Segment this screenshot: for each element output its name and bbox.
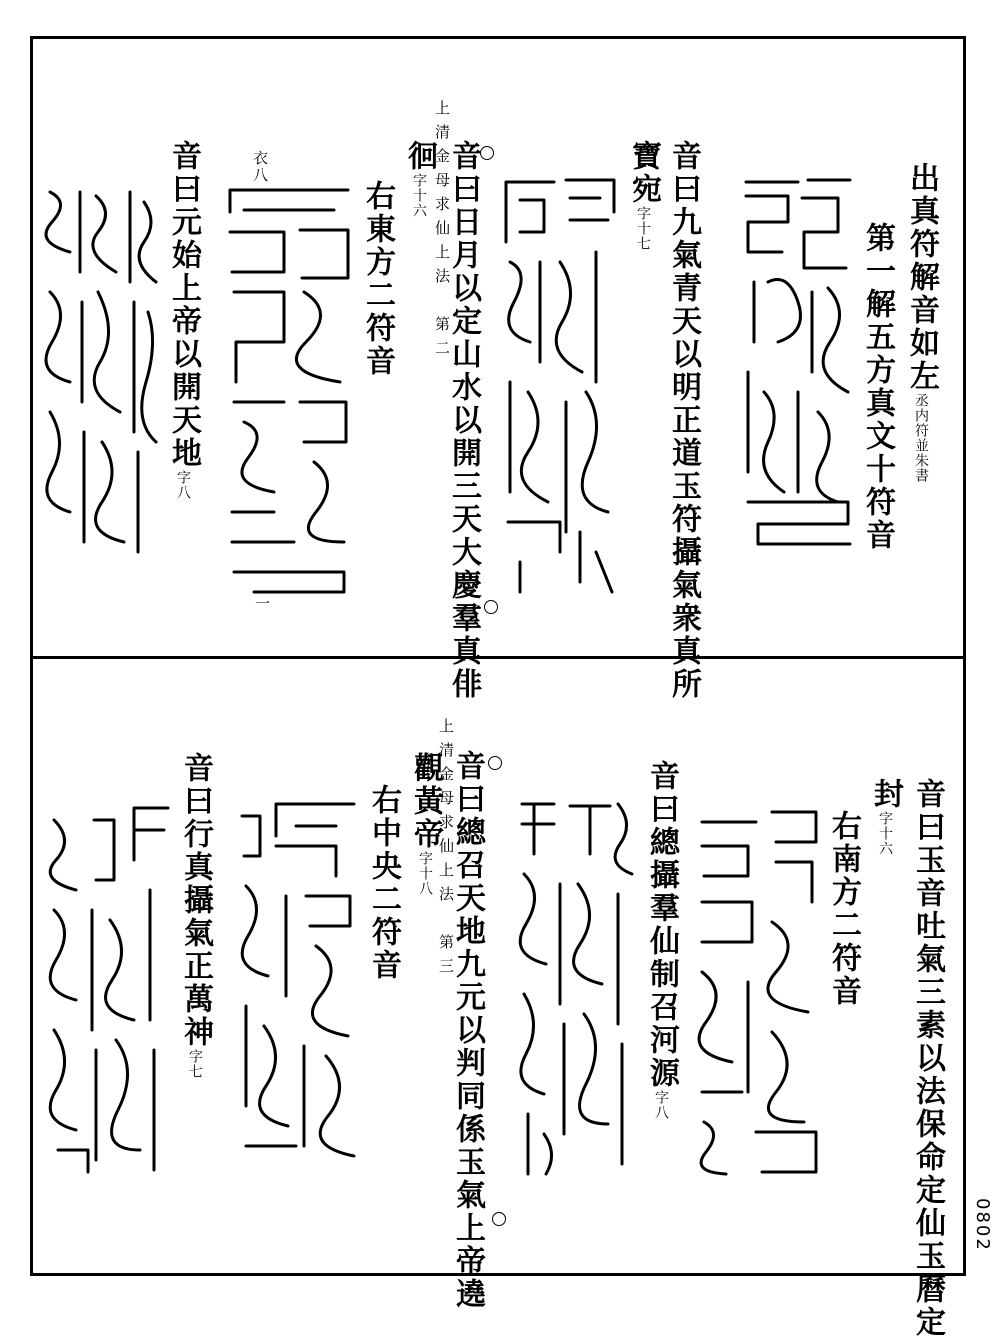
column-text: 音曰總攝羣仙制召河源 bbox=[644, 760, 679, 1090]
top-column-2: 第一解五方真文十符音 bbox=[860, 222, 895, 552]
circle-mark-icon bbox=[488, 756, 502, 770]
top-column-7: 右東方二符音 bbox=[360, 180, 395, 378]
talisman-seal-icon bbox=[44, 800, 174, 1180]
column-text: 出真符解音如左 bbox=[904, 162, 939, 393]
talisman-seal-icon bbox=[500, 172, 620, 602]
circle-mark-icon bbox=[480, 146, 494, 160]
top-column-8 bbox=[166, 140, 201, 500]
top-page-header: 上清金母求仙上法 第二 bbox=[433, 100, 451, 364]
page-number: 0802 bbox=[972, 1198, 993, 1252]
talisman-seal-icon bbox=[236, 796, 360, 1176]
bottom-column-3: 右南方二符音 bbox=[826, 810, 861, 1008]
circle-mark-icon bbox=[492, 1212, 506, 1226]
column-note: 字十七 bbox=[635, 206, 651, 251]
column-note: 字七 bbox=[187, 1049, 203, 1079]
talisman-seal-icon bbox=[40, 182, 160, 562]
talisman-seal-icon bbox=[692, 802, 822, 1182]
column-text: 徊 bbox=[402, 140, 437, 173]
bottom-page-header: 上清金母求仙上法 第三 bbox=[437, 718, 455, 982]
column-text: 觀黃帝 bbox=[408, 752, 443, 851]
column-note: 字八 bbox=[653, 1090, 669, 1120]
top-column-6 bbox=[402, 140, 437, 218]
column-text: 寶宛 bbox=[626, 140, 661, 206]
column-note: 丞内符並朱書 bbox=[913, 393, 929, 483]
top-column-1 bbox=[904, 162, 939, 483]
column-note: 字十八 bbox=[417, 851, 433, 896]
talisman-seal-icon bbox=[738, 172, 858, 552]
page-divider bbox=[30, 656, 966, 659]
talisman-seal-icon bbox=[514, 794, 638, 1184]
bottom-column-2 bbox=[868, 778, 903, 856]
bottom-column-1: 音曰玉音吐氣三素以法保命定仙玉曆定 bbox=[910, 778, 945, 1339]
top-mark-2: 二 bbox=[253, 590, 271, 607]
column-note: 字十六 bbox=[411, 173, 427, 218]
bottom-column-4 bbox=[644, 760, 679, 1120]
bottom-column-5: 音曰總召天地九元以判同係玉氣上帝遶 bbox=[450, 750, 485, 1311]
bottom-column-7: 右中央二符音 bbox=[366, 784, 401, 982]
bottom-column-8 bbox=[178, 752, 213, 1079]
top-column-4 bbox=[626, 140, 661, 251]
talisman-seal-icon bbox=[224, 182, 354, 602]
column-text: 封 bbox=[868, 778, 903, 811]
column-note: 字十六 bbox=[877, 811, 893, 856]
column-text: 音曰行真攝氣正萬神 bbox=[178, 752, 213, 1049]
top-column-5: 音曰日月以定山水以開三天大慶羣真俳 bbox=[446, 140, 481, 701]
top-column-3: 音曰九氣青天以明正道玉符攝氣衆真所 bbox=[666, 140, 701, 701]
bottom-column-6 bbox=[408, 752, 443, 896]
top-mark-1: 衣八 bbox=[251, 150, 269, 184]
column-text: 音曰元始上帝以開天地 bbox=[166, 140, 201, 470]
column-note: 字八 bbox=[175, 470, 191, 500]
circle-mark-icon bbox=[484, 600, 498, 614]
